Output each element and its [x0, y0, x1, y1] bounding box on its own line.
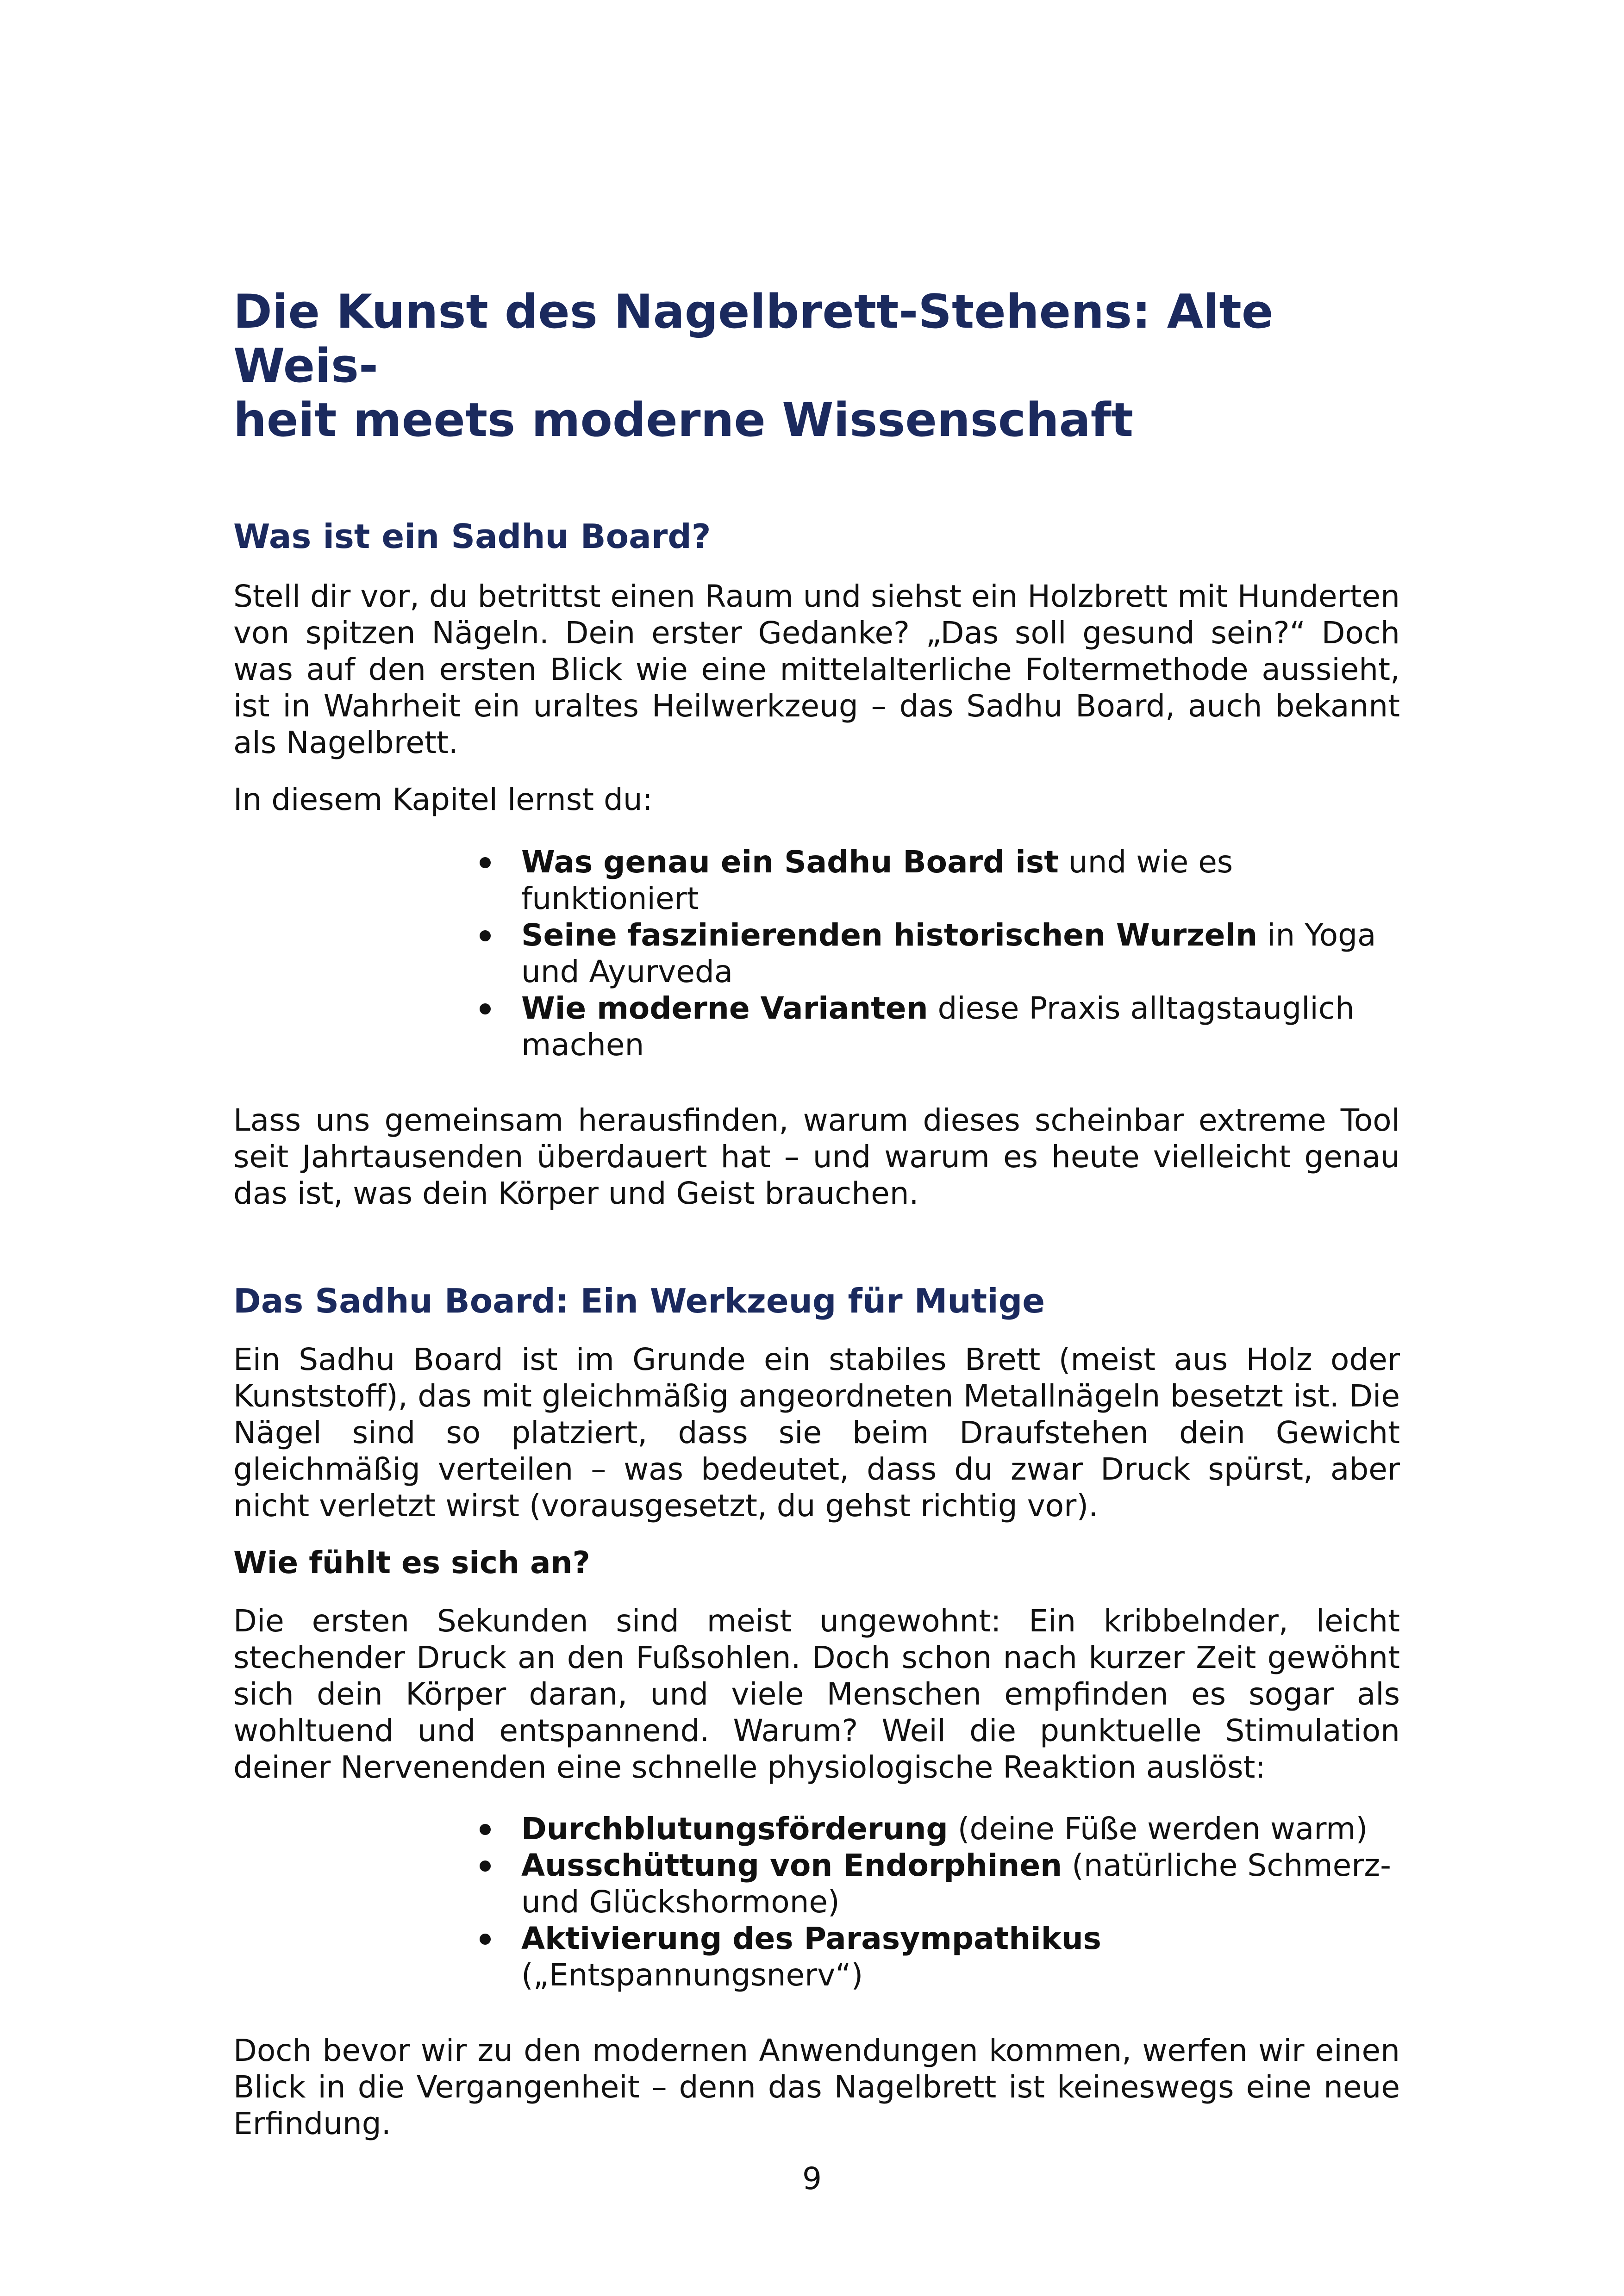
definition-paragraph: Ein Sadhu Board ist im Grunde ein stabiles Brett (meist aus Holz oder Kunststoff), das mit gleichmäßig angeordneten Metallnägeln besetzt ist. Die Nägel sind so platziert, dass sie beim Draufstehen dein Gewicht gleichmäßig verteilen – was bedeutet, dass du zwar Druck spürst, aber nicht verletzt wirst (vorausgesetzt, du gehst richtig vor). [233, 1342, 1400, 1524]
closing-paragraph: Doch bevor wir zu den modernen Anwendungen kommen, werfen wir einen Blick in die Vergangenheit – denn das Nagelbrett ist keineswegs eine neue Erfindung. [233, 2033, 1400, 2141]
intro-paragraph: Stell dir vor, du betrittst einen Raum und siehst ein Holzbrett mit Hunderten von spitzen Nägeln. Dein erster Gedanke? „Das soll gesund sein?“ Doch was auf den ersten Blick wie eine mittelalterliche Foltermethode aussieht, ist in Wahrheit ein uraltes Heilwerkzeug – das Sadhu Board, auch bekannt als Nagelbrett. [233, 579, 1400, 760]
list-item-bold: Ausschüttung von Endorphinen [521, 1848, 1062, 1883]
list-item-text: und wie es funktioniert [521, 844, 1233, 916]
subheading-feeling: Wie fühlt es sich an? [233, 1545, 590, 1580]
page-content [233, 285, 1400, 2142]
chapter-preview-list [480, 844, 1400, 1063]
list-item-text: (natürliche Schmerz- und Glückshormone) [521, 1848, 1391, 1920]
list-item [480, 1847, 1400, 1920]
effects-list [480, 1811, 1400, 1993]
list-item [480, 1811, 1400, 1847]
list-item-bold: Seine faszinierenden historischen Wurzeln [521, 917, 1258, 953]
section-heading-werkzeug: Das Sadhu Board: Ein Werkzeug für Mutige [233, 1282, 1045, 1320]
list-item-text: diese Praxis alltagstauglich machen [521, 990, 1355, 1063]
page-title [233, 285, 1400, 447]
list-item [480, 990, 1400, 1063]
list-item-text: in Yoga und Ayurveda [521, 917, 1376, 989]
list-item-text: (deine Füße werden warm) [948, 1811, 1368, 1847]
bullet-icon [480, 857, 491, 868]
bullet-icon [480, 1003, 491, 1014]
list-item [480, 1920, 1400, 1993]
bullet-icon [480, 930, 491, 941]
title-line-2: heit meets moderne Wissenschaft [233, 392, 1134, 447]
list-item [480, 844, 1400, 917]
list-item-bold: Was genau ein Sadhu Board ist [521, 844, 1059, 880]
list-item-bold: Aktivierung des Parasympathikus [521, 1921, 1101, 1956]
bullet-icon [480, 1860, 491, 1872]
feeling-paragraph: Die ersten Sekunden sind meist ungewohnt: Ein kribbelnder, leicht stechender Druck an den Fußsohlen. Doch schon nach kurzer Zeit gewöhnt sich dein Körper daran, und viele Menschen empfinden es sogar als wohltuend und entspannend. Warum? Weil die punktuelle Stimulation deiner Nervenenden eine schnelle physiologische Reaktion auslöst: [233, 1603, 1400, 1785]
chapter-preview-label: In diesem Kapitel lernst du: [233, 782, 653, 817]
section-heading-sadhu-board: Was ist ein Sadhu Board? [233, 517, 711, 556]
bullet-icon [480, 1934, 491, 1945]
title-line-1: Die Kunst des Nagelbrett-Stehens: Alte Weis- [233, 284, 1274, 393]
list-item [480, 917, 1400, 990]
list-item-bold: Durchblutungsförderung [521, 1811, 948, 1847]
list-item-text: („Entspannungsnerv“) [521, 1957, 863, 1993]
page-number: 9 [802, 2161, 822, 2196]
outlook-paragraph: Lass uns gemeinsam herausfinden, warum dieses scheinbar extreme Tool seit Jahrtausenden überdauert hat – und warum es heute vielleicht genau das ist, was dein Körper und Geist brauchen. [233, 1102, 1400, 1211]
bullet-icon [480, 1824, 491, 1835]
list-item-bold: Wie moderne Varianten [521, 990, 928, 1026]
